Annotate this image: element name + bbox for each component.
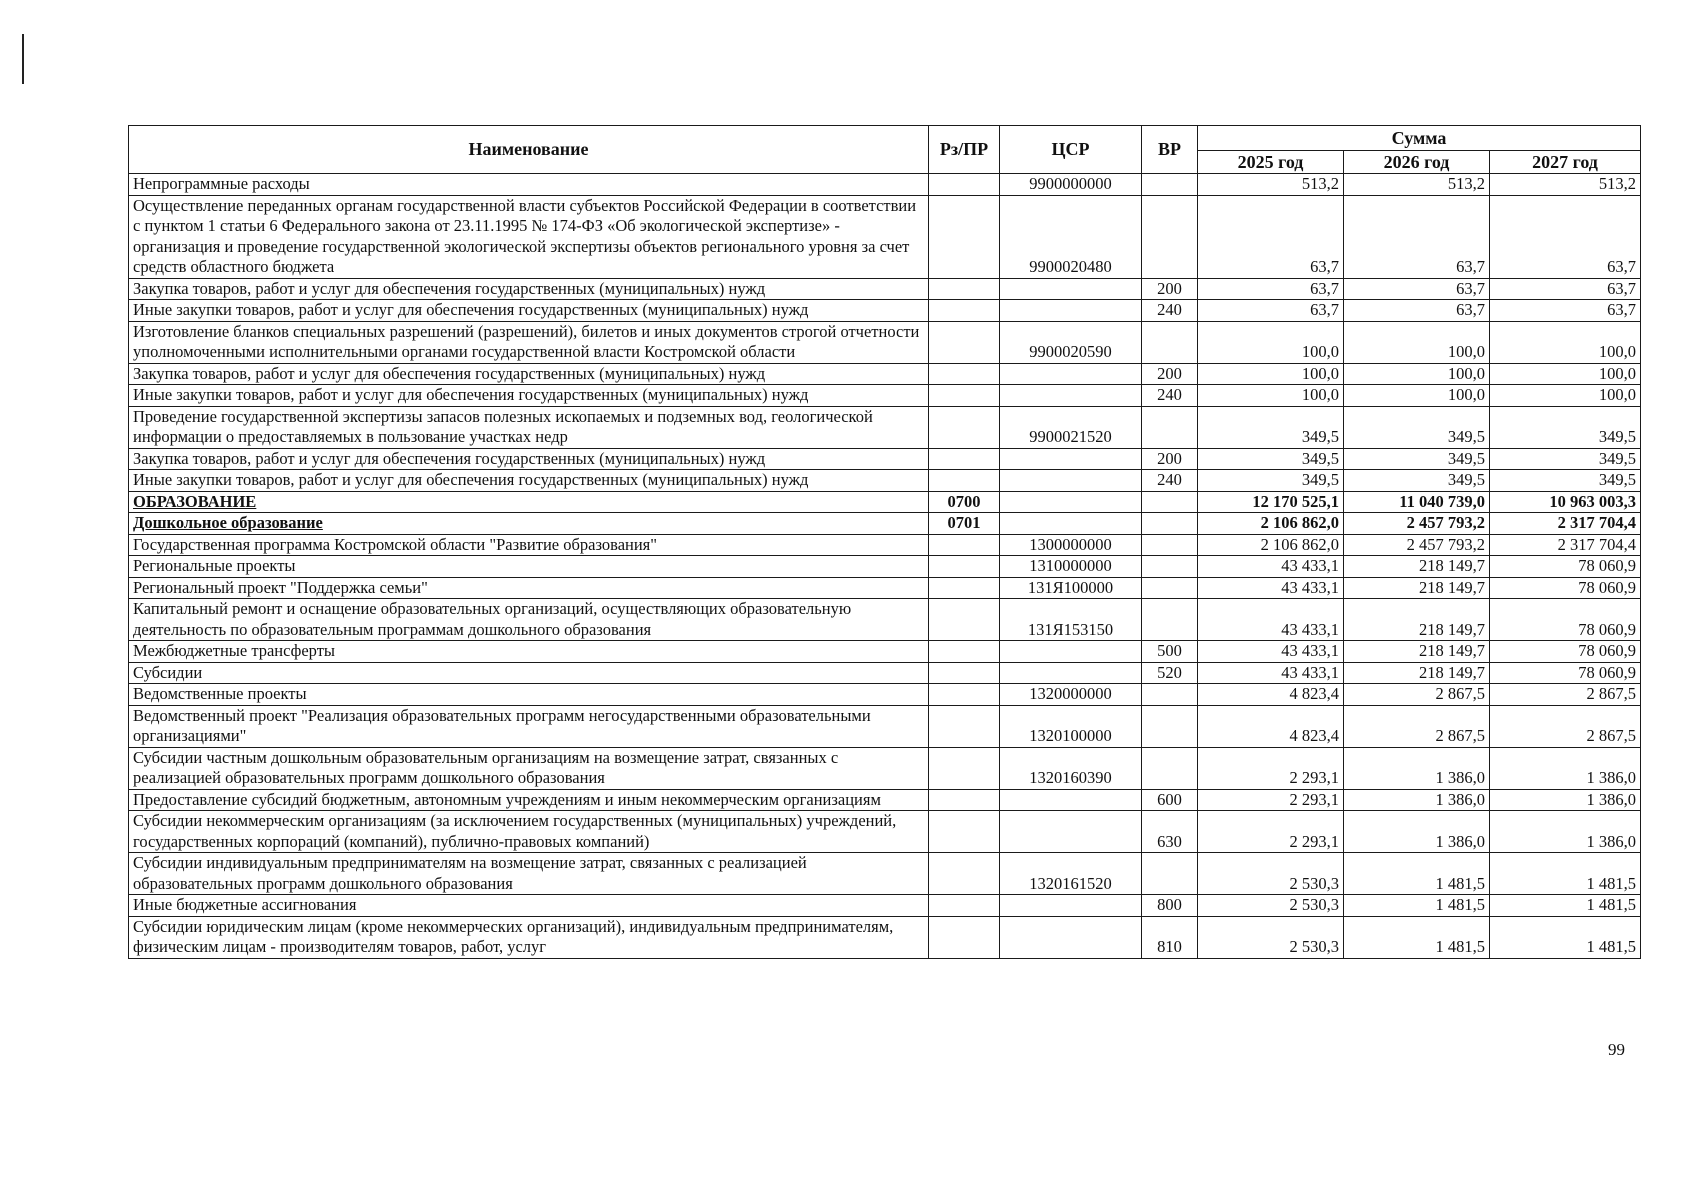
row-value-2025: 100,0 [1198, 363, 1344, 385]
row-name-text: Межбюджетные трансферты [133, 641, 336, 660]
row-value-2025: 43 433,1 [1198, 577, 1344, 599]
row-value-2025: 349,5 [1198, 406, 1344, 448]
row-vr [1142, 195, 1198, 278]
row-csr: 131Я153150 [1000, 599, 1142, 641]
row-vr: 810 [1142, 916, 1198, 958]
row-name [129, 534, 929, 556]
row-value-2025: 349,5 [1198, 470, 1344, 492]
row-value-2025: 349,5 [1198, 448, 1344, 470]
row-value-2026: 1 481,5 [1344, 853, 1490, 895]
row-vr [1142, 174, 1198, 196]
row-vr: 200 [1142, 363, 1198, 385]
table-row [129, 470, 1641, 492]
row-value-2026: 63,7 [1344, 278, 1490, 300]
table-row [129, 448, 1641, 470]
row-vr: 520 [1142, 662, 1198, 684]
row-vr: 500 [1142, 641, 1198, 663]
row-vr: 630 [1142, 811, 1198, 853]
row-value-2027: 78 060,9 [1490, 556, 1641, 578]
row-csr [1000, 916, 1142, 958]
row-value-2025: 43 433,1 [1198, 599, 1344, 641]
row-vr: 800 [1142, 895, 1198, 917]
table-row [129, 599, 1641, 641]
row-rzpr [929, 448, 1000, 470]
table-row [129, 278, 1641, 300]
row-name-text: Дошкольное образование [133, 513, 323, 532]
row-csr: 1320100000 [1000, 705, 1142, 747]
header-rzpr: Рз/ПР [929, 126, 1000, 174]
row-name [129, 556, 929, 578]
row-rzpr [929, 174, 1000, 196]
row-rzpr [929, 363, 1000, 385]
row-value-2025: 2 106 862,0 [1198, 513, 1344, 535]
row-name [129, 916, 929, 958]
row-value-2025: 100,0 [1198, 321, 1344, 363]
row-csr [1000, 641, 1142, 663]
table-row [129, 577, 1641, 599]
row-rzpr [929, 705, 1000, 747]
row-value-2026: 1 386,0 [1344, 747, 1490, 789]
row-vr [1142, 406, 1198, 448]
table-row [129, 321, 1641, 363]
row-name [129, 470, 929, 492]
row-value-2026: 1 386,0 [1344, 811, 1490, 853]
row-vr [1142, 534, 1198, 556]
row-vr [1142, 747, 1198, 789]
row-value-2026: 1 481,5 [1344, 895, 1490, 917]
row-rzpr: 0700 [929, 491, 1000, 513]
page-number: 99 [1608, 1040, 1625, 1059]
row-rzpr [929, 789, 1000, 811]
row-value-2026: 2 867,5 [1344, 684, 1490, 706]
row-value-2026: 218 149,7 [1344, 556, 1490, 578]
row-name [129, 747, 929, 789]
row-value-2026: 2 867,5 [1344, 705, 1490, 747]
row-value-2026: 100,0 [1344, 385, 1490, 407]
row-rzpr [929, 684, 1000, 706]
row-name [129, 641, 929, 663]
row-value-2027: 349,5 [1490, 470, 1641, 492]
row-rzpr [929, 300, 1000, 322]
row-rzpr [929, 895, 1000, 917]
row-value-2026: 349,5 [1344, 470, 1490, 492]
row-name [129, 577, 929, 599]
row-name-text: Закупка товаров, работ и услуг для обеспечения государственных (муниципальных) нужд [133, 363, 766, 383]
row-csr: 1320000000 [1000, 684, 1142, 706]
table-row [129, 641, 1641, 663]
row-value-2025: 63,7 [1198, 278, 1344, 300]
row-name [129, 662, 929, 684]
row-value-2027: 100,0 [1490, 385, 1641, 407]
row-value-2025: 2 293,1 [1198, 811, 1344, 853]
row-name [129, 705, 929, 747]
row-csr: 1320161520 [1000, 853, 1142, 895]
row-value-2027: 349,5 [1490, 448, 1641, 470]
row-name-text: Предоставление субсидий бюджетным, автономным учреждениям и иным некоммерческим организациям [133, 789, 881, 809]
row-name-text: Субсидии некоммерческим организациям (за исключением государственных (муниципальных) учреждений, государственных корпораций (компаний), публично-правовых компаний) [133, 811, 897, 851]
row-rzpr [929, 641, 1000, 663]
row-value-2027: 513,2 [1490, 174, 1641, 196]
row-rzpr [929, 853, 1000, 895]
row-value-2026: 349,5 [1344, 406, 1490, 448]
row-value-2027: 1 481,5 [1490, 916, 1641, 958]
row-csr: 1320160390 [1000, 747, 1142, 789]
row-name-text: Проведение государственной экспертизы запасов полезных ископаемых и подземных вод, геологической информации о предоставляемых в пользование участках недр [133, 406, 873, 446]
header-csr: ЦСР [1000, 126, 1142, 174]
row-name [129, 363, 929, 385]
row-name [129, 406, 929, 448]
row-name [129, 684, 929, 706]
row-csr: 131Я100000 [1000, 577, 1142, 599]
row-value-2027: 349,5 [1490, 406, 1641, 448]
row-value-2026: 218 149,7 [1344, 599, 1490, 641]
row-csr [1000, 491, 1142, 513]
row-value-2027: 1 386,0 [1490, 747, 1641, 789]
row-rzpr [929, 599, 1000, 641]
row-name [129, 300, 929, 322]
row-value-2027: 10 963 003,3 [1490, 491, 1641, 513]
row-name [129, 599, 929, 641]
row-csr [1000, 300, 1142, 322]
row-name [129, 895, 929, 917]
header-year-2027: 2027 год [1490, 151, 1641, 174]
row-value-2026: 63,7 [1344, 195, 1490, 278]
row-value-2027: 78 060,9 [1490, 599, 1641, 641]
row-value-2027: 2 317 704,4 [1490, 513, 1641, 535]
row-vr [1142, 577, 1198, 599]
row-vr [1142, 599, 1198, 641]
row-name-text: Иные закупки товаров, работ и услуг для обеспечения государственных (муниципальных) нужд [133, 300, 809, 319]
row-name [129, 811, 929, 853]
table-row [129, 385, 1641, 407]
row-name-text: Субсидии индивидуальным предпринимателям на возмещение затрат, связанных с реализацией образовательных программ дошкольного образования [133, 853, 807, 893]
row-value-2027: 2 317 704,4 [1490, 534, 1641, 556]
row-rzpr [929, 916, 1000, 958]
row-value-2027: 100,0 [1490, 321, 1641, 363]
row-name-text: Непрограммные расходы [133, 174, 310, 193]
row-value-2027: 78 060,9 [1490, 577, 1641, 599]
row-csr: 1310000000 [1000, 556, 1142, 578]
row-name-text: Иные закупки товаров, работ и услуг для обеспечения государственных (муниципальных) нужд [133, 470, 809, 489]
row-name [129, 491, 929, 513]
row-csr [1000, 363, 1142, 385]
row-csr: 9900020480 [1000, 195, 1142, 278]
row-name [129, 448, 929, 470]
row-value-2027: 63,7 [1490, 195, 1641, 278]
row-value-2027: 100,0 [1490, 363, 1641, 385]
table-row [129, 747, 1641, 789]
row-vr [1142, 853, 1198, 895]
header-vr: ВР [1142, 126, 1198, 174]
row-name-text: Капитальный ремонт и оснащение образовательных организаций, осуществляющих образовательную деятельность по образовательным программам дошкольного образования [133, 599, 852, 639]
row-name [129, 278, 929, 300]
row-value-2025: 63,7 [1198, 300, 1344, 322]
table-row [129, 363, 1641, 385]
table-row [129, 895, 1641, 917]
row-name [129, 385, 929, 407]
row-value-2026: 100,0 [1344, 321, 1490, 363]
row-value-2025: 12 170 525,1 [1198, 491, 1344, 513]
header-name: Наименование [129, 126, 929, 174]
row-name [129, 195, 929, 278]
row-vr: 240 [1142, 470, 1198, 492]
row-value-2025: 513,2 [1198, 174, 1344, 196]
row-csr: 1300000000 [1000, 534, 1142, 556]
row-value-2026: 218 149,7 [1344, 577, 1490, 599]
row-name-text: Субсидии юридическим лицам (кроме некоммерческих организаций), индивидуальным предпринимателям, физическим лицам - производителям товаров, работ, услуг [133, 916, 894, 956]
row-value-2025: 2 106 862,0 [1198, 534, 1344, 556]
scan-margin-mark [22, 34, 24, 84]
row-name-text: Субсидии [133, 662, 203, 682]
row-value-2027: 63,7 [1490, 300, 1641, 322]
row-rzpr [929, 385, 1000, 407]
row-vr [1142, 684, 1198, 706]
table-row [129, 491, 1641, 513]
row-vr [1142, 321, 1198, 363]
row-value-2025: 63,7 [1198, 195, 1344, 278]
row-value-2025: 2 293,1 [1198, 789, 1344, 811]
row-name [129, 321, 929, 363]
row-value-2027: 78 060,9 [1490, 662, 1641, 684]
row-value-2025: 2 530,3 [1198, 853, 1344, 895]
row-value-2026: 1 481,5 [1344, 916, 1490, 958]
table-row [129, 174, 1641, 196]
row-value-2025: 2 293,1 [1198, 747, 1344, 789]
table-row [129, 789, 1641, 811]
row-value-2027: 1 386,0 [1490, 811, 1641, 853]
row-name-text: Региональные проекты [133, 556, 296, 575]
row-value-2026: 63,7 [1344, 300, 1490, 322]
row-name-text: Ведомственные проекты [133, 684, 307, 703]
row-value-2025: 4 823,4 [1198, 705, 1344, 747]
row-value-2027: 2 867,5 [1490, 684, 1641, 706]
row-rzpr [929, 406, 1000, 448]
row-value-2026: 218 149,7 [1344, 641, 1490, 663]
table-row [129, 300, 1641, 322]
row-vr: 600 [1142, 789, 1198, 811]
budget-table [128, 125, 1641, 959]
row-rzpr [929, 470, 1000, 492]
row-name-text: Иные бюджетные ассигнования [133, 895, 357, 914]
row-rzpr [929, 747, 1000, 789]
row-csr: 9900020590 [1000, 321, 1142, 363]
table-body [129, 174, 1641, 959]
row-name [129, 789, 929, 811]
row-value-2026: 218 149,7 [1344, 662, 1490, 684]
row-rzpr [929, 321, 1000, 363]
row-name [129, 853, 929, 895]
row-rzpr [929, 662, 1000, 684]
table-row [129, 684, 1641, 706]
row-vr [1142, 705, 1198, 747]
row-csr [1000, 470, 1142, 492]
row-name-text: Закупка товаров, работ и услуг для обеспечения государственных (муниципальных) нужд [133, 448, 766, 468]
row-rzpr [929, 534, 1000, 556]
row-name-text: ОБРАЗОВАНИЕ [133, 491, 257, 511]
row-name-text: Иные закупки товаров, работ и услуг для обеспечения государственных (муниципальных) нужд [133, 385, 809, 404]
row-value-2026: 100,0 [1344, 363, 1490, 385]
header-year-2026: 2026 год [1344, 151, 1490, 174]
table-row [129, 662, 1641, 684]
row-value-2027: 1 481,5 [1490, 853, 1641, 895]
row-value-2027: 1 481,5 [1490, 895, 1641, 917]
table-row [129, 705, 1641, 747]
row-csr [1000, 895, 1142, 917]
table-row [129, 556, 1641, 578]
row-csr [1000, 385, 1142, 407]
table-header [129, 126, 1641, 174]
row-vr [1142, 513, 1198, 535]
row-value-2025: 43 433,1 [1198, 641, 1344, 663]
row-csr [1000, 448, 1142, 470]
table-row [129, 534, 1641, 556]
row-value-2025: 100,0 [1198, 385, 1344, 407]
row-value-2027: 63,7 [1490, 278, 1641, 300]
row-vr: 240 [1142, 300, 1198, 322]
row-value-2027: 2 867,5 [1490, 705, 1641, 747]
row-vr: 200 [1142, 448, 1198, 470]
row-value-2026: 349,5 [1344, 448, 1490, 470]
row-value-2025: 2 530,3 [1198, 895, 1344, 917]
row-csr [1000, 513, 1142, 535]
table-row [129, 406, 1641, 448]
row-name-text: Осуществление переданных органам государственной власти субъектов Российской Федерации в соответствии с пунктом 1 статьи 6 Федерального закона от 23.11.1995 № 174-ФЗ «Об экологической экспертизе» - организация и проведение государственной экологической экспертизы объектов регионального уровня за счет средств областного бюджета [133, 195, 917, 276]
row-value-2026: 1 386,0 [1344, 789, 1490, 811]
table-row [129, 811, 1641, 853]
row-name [129, 174, 929, 196]
row-name-text: Субсидии частным дошкольным образовательным организациям на возмещение затрат, связанных с реализацией образовательных программ дошкольного образования [133, 747, 839, 787]
row-value-2025: 4 823,4 [1198, 684, 1344, 706]
row-vr [1142, 556, 1198, 578]
row-value-2025: 2 530,3 [1198, 916, 1344, 958]
row-rzpr [929, 195, 1000, 278]
row-vr: 200 [1142, 278, 1198, 300]
row-name-text: Ведомственный проект "Реализация образовательных программ негосударственными образовательными организациями" [133, 705, 871, 745]
row-csr [1000, 278, 1142, 300]
row-value-2027: 1 386,0 [1490, 789, 1641, 811]
row-value-2026: 2 457 793,2 [1344, 534, 1490, 556]
row-vr: 240 [1142, 385, 1198, 407]
row-name-text: Изготовление бланков специальных разрешений (разрешений), билетов и иных документов строгой отчетности уполномоченными исполнительными органами государственной власти Костромской области [133, 321, 920, 361]
row-value-2026: 2 457 793,2 [1344, 513, 1490, 535]
row-csr [1000, 662, 1142, 684]
table-row [129, 916, 1641, 958]
row-rzpr [929, 577, 1000, 599]
row-rzpr [929, 278, 1000, 300]
row-name-text: Государственная программа Костромской области "Развитие образования" [133, 534, 658, 554]
row-rzpr [929, 556, 1000, 578]
row-rzpr: 0701 [929, 513, 1000, 535]
row-rzpr [929, 811, 1000, 853]
table-row [129, 195, 1641, 278]
table-row [129, 513, 1641, 535]
row-value-2026: 513,2 [1344, 174, 1490, 196]
row-csr [1000, 811, 1142, 853]
row-name-text: Региональный проект "Поддержка семьи" [133, 577, 428, 597]
row-vr [1142, 491, 1198, 513]
row-name-text: Закупка товаров, работ и услуг для обеспечения государственных (муниципальных) нужд [133, 278, 766, 298]
row-value-2025: 43 433,1 [1198, 662, 1344, 684]
table-row [129, 853, 1641, 895]
row-value-2025: 43 433,1 [1198, 556, 1344, 578]
row-csr [1000, 789, 1142, 811]
row-csr: 9900000000 [1000, 174, 1142, 196]
row-value-2027: 78 060,9 [1490, 641, 1641, 663]
header-sum: Сумма [1198, 126, 1641, 151]
header-year-2025: 2025 год [1198, 151, 1344, 174]
row-name [129, 513, 929, 535]
row-csr: 9900021520 [1000, 406, 1142, 448]
row-value-2026: 11 040 739,0 [1344, 491, 1490, 513]
